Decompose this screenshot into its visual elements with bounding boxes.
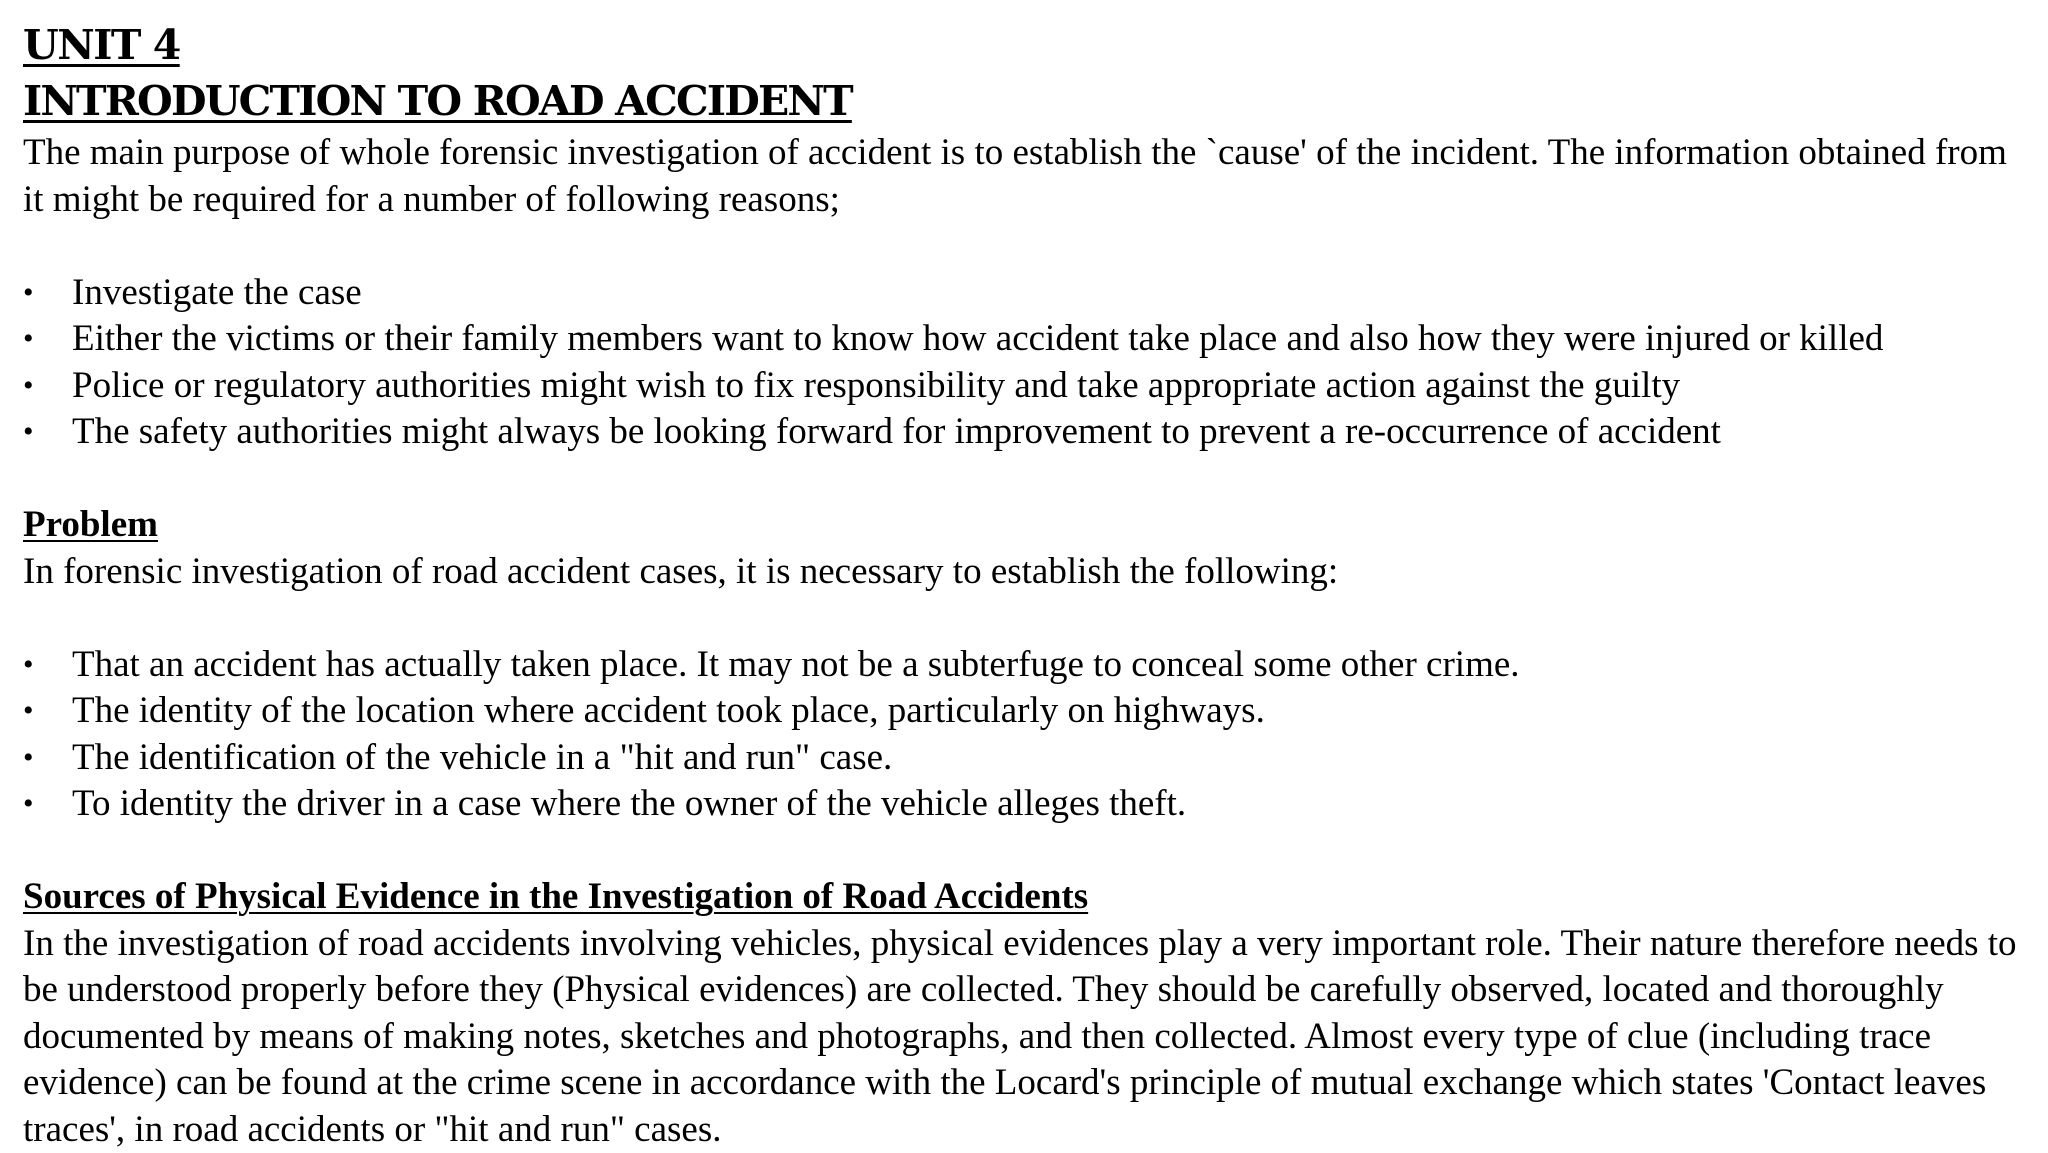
spacer — [23, 223, 2033, 270]
list-item: • Investigate the case — [23, 270, 2033, 317]
bullet-icon: • — [23, 270, 35, 317]
bullet-icon: • — [23, 781, 35, 828]
unit-label: UNIT 4 — [23, 18, 385, 72]
list-item: • That an accident has actually taken place. It may not be a subterfuge to conceal some other crime. — [23, 642, 2033, 689]
problem-paragraph: In forensic investigation of road accident cases, it is necessary to establish the following: — [23, 549, 2033, 596]
bullet-icon: • — [23, 735, 35, 782]
reasons-list — [23, 270, 2033, 456]
list-item: • To identity the driver in a case where the owner of the vehicle alleges theft. — [23, 781, 2033, 828]
bullet-icon: • — [23, 642, 35, 689]
list-item: • The identity of the location where accident took place, particularly on highways. — [23, 688, 2033, 735]
bullet-icon: • — [23, 688, 35, 735]
problem-list — [23, 642, 2033, 828]
document-title: INTRODUCTION TO ROAD ACCIDENT — [23, 72, 2033, 130]
spacer — [23, 595, 2033, 642]
intro-paragraph: The main purpose of whole forensic investigation of accident is to establish the `cause' of the incident. The information obtained from it might be required for a number of following reasons; — [23, 130, 2033, 223]
bullet-icon: • — [23, 316, 35, 363]
problem-heading: Problem — [23, 502, 2033, 549]
list-item: • The safety authorities might always be looking forward for improvement to prevent a re-occurrence of accident — [23, 409, 2033, 456]
bullet-icon: • — [23, 409, 35, 456]
spacer — [23, 456, 2033, 503]
sources-paragraph: In the investigation of road accidents involving vehicles, physical evidences play a very important role. Their nature therefore needs to be understood properly before they (Physical evidences) are collected. They should be carefully observed, located and thoroughly documented by means of making notes, sketches and photographs, and then collected. Almost every type of clue (including trace evidence) can be found at the crime scene in accordance with the Locard's principle of mutual exchange which states 'Contact leaves traces', in road accidents or "hit and run" cases. — [23, 921, 2033, 1153]
spacer — [23, 828, 2033, 875]
list-item: • Either the victims or their family members want to know how accident take place and also how they were injured or killed — [23, 316, 2033, 363]
document-page — [23, 18, 2033, 1153]
list-item: • Police or regulatory authorities might wish to fix responsibility and take appropriate action against the guilty — [23, 363, 2033, 410]
bullet-icon: • — [23, 363, 35, 410]
list-item: • The identification of the vehicle in a "hit and run" case. — [23, 735, 2033, 782]
sources-heading: Sources of Physical Evidence in the Investigation of Road Accidents — [23, 874, 2033, 921]
